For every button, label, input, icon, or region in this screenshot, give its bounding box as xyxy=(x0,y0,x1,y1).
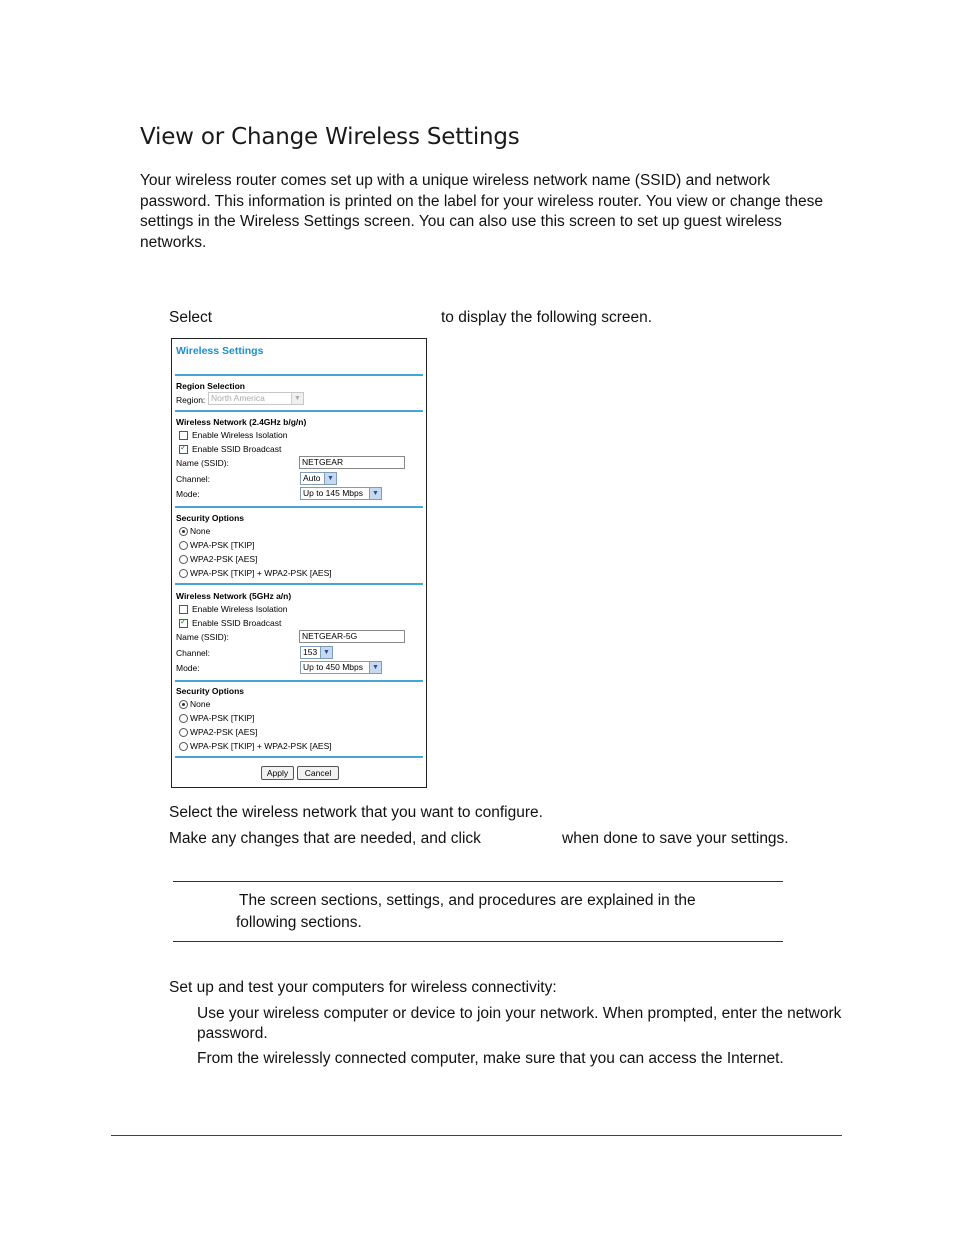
net5-isolation-label: Enable Wireless Isolation xyxy=(192,604,288,614)
region-select[interactable] xyxy=(208,392,304,405)
sec24-radio-wpa-tkip[interactable] xyxy=(179,541,188,550)
sec5-radio-mixed[interactable] xyxy=(179,742,188,751)
sec5-radio-wpa2-aes[interactable] xyxy=(179,728,188,737)
substep1-text: Use your wireless computer or device to join your network. When prompted, enter the network password. xyxy=(197,1005,842,1042)
section-divider xyxy=(175,756,423,758)
net5-channel-value: 153 xyxy=(303,647,318,657)
section-heading: View or Change Wireless Settings xyxy=(140,124,520,150)
net24-channel-select[interactable] xyxy=(300,472,337,485)
net24-ssid-input[interactable]: NETGEAR xyxy=(299,456,405,469)
note-bottom-rule xyxy=(173,941,783,942)
sec24-option-label: WPA-PSK [TKIP] + WPA2-PSK [AES] xyxy=(190,568,332,578)
net5-mode-select[interactable] xyxy=(300,661,382,674)
sec5-radio-none[interactable] xyxy=(179,700,188,709)
sec5-option-label: WPA2-PSK [AES] xyxy=(190,727,258,737)
section-divider xyxy=(175,374,423,376)
step2-text: Select the wireless network that you want to configure. xyxy=(169,804,543,821)
chevron-down-icon: ▼ xyxy=(369,488,381,499)
net24-broadcast-checkbox[interactable] xyxy=(179,445,188,454)
chevron-down-icon: ▼ xyxy=(324,473,336,484)
region-label: Region: xyxy=(176,395,206,405)
net24-channel-label: Channel: xyxy=(176,474,211,484)
note-line2: following sections. xyxy=(236,914,362,931)
net5-broadcast-label: Enable SSID Broadcast xyxy=(192,618,282,628)
net24-mode-value: Up to 145 Mbps xyxy=(303,488,364,498)
step3-after: when done to save your settings. xyxy=(562,830,789,847)
region-section-label: Region Selection xyxy=(176,381,245,391)
chevron-down-icon: ▼ xyxy=(320,647,332,658)
net5-broadcast-checkbox[interactable] xyxy=(179,619,188,628)
step1-after: to display the following screen. xyxy=(441,309,653,326)
section-divider xyxy=(175,680,423,682)
net5-mode-label: Mode: xyxy=(176,663,200,673)
net5-ssid-input[interactable]: NETGEAR-5G xyxy=(299,630,405,643)
net24-isolation-label: Enable Wireless Isolation xyxy=(192,430,288,440)
net24-broadcast-label: Enable SSID Broadcast xyxy=(192,444,282,454)
net5-section-label: Wireless Network (5GHz a/n) xyxy=(176,591,292,601)
net24-mode-select[interactable] xyxy=(300,487,382,500)
sec24-radio-wpa2-aes[interactable] xyxy=(179,555,188,564)
net5-mode-value: Up to 450 Mbps xyxy=(303,662,364,672)
net5-channel-label: Channel: xyxy=(176,648,211,658)
substep2-text: From the wirelessly connected computer, make sure that you can access the Internet. xyxy=(197,1050,784,1067)
section-divider xyxy=(175,583,423,585)
net5-channel-select[interactable] xyxy=(300,646,333,659)
step1-before: Select xyxy=(169,309,213,326)
screen-title: Wireless Settings xyxy=(176,345,264,357)
footer-rule xyxy=(111,1135,842,1136)
net24-section-label: Wireless Network (2.4GHz b/g/n) xyxy=(176,417,307,427)
net24-channel-value: Auto xyxy=(303,473,321,483)
sec5-section-label: Security Options xyxy=(176,686,245,696)
note-top-rule xyxy=(173,881,783,882)
sec24-radio-mixed[interactable] xyxy=(179,569,188,578)
wireless-settings-screen xyxy=(171,338,427,788)
net5-ssid-label: Name (SSID): xyxy=(176,632,229,642)
note-line1: The screen sections, settings, and procedures are explained in the xyxy=(239,892,696,909)
sec5-option-label: WPA-PSK [TKIP] + WPA2-PSK [AES] xyxy=(190,741,332,751)
net24-isolation-checkbox[interactable] xyxy=(179,431,188,440)
intro-paragraph: Your wireless router comes set up with a unique wireless network name (SSID) and network password. This information is printed on the label for your wireless router. You view or change these settings in the Wireless Settings screen. You can also use this screen to set up guest wireless networks. xyxy=(140,172,823,251)
section-divider xyxy=(175,506,423,508)
sec24-radio-none[interactable] xyxy=(179,527,188,536)
sec24-option-label: None xyxy=(190,526,211,536)
sec5-radio-wpa-tkip[interactable] xyxy=(179,714,188,723)
sec24-section-label: Security Options xyxy=(176,513,245,523)
sec5-option-label: WPA-PSK [TKIP] xyxy=(190,713,255,723)
region-value: North America xyxy=(211,393,265,403)
sec24-option-label: WPA2-PSK [AES] xyxy=(190,554,258,564)
net5-isolation-checkbox[interactable] xyxy=(179,605,188,614)
section-divider xyxy=(175,410,423,412)
chevron-down-icon: ▼ xyxy=(291,393,303,404)
step3-before: Make any changes that are needed, and click xyxy=(169,830,481,847)
net24-mode-label: Mode: xyxy=(176,489,200,499)
apply-button[interactable]: Apply xyxy=(261,766,294,780)
sec5-option-label: None xyxy=(190,699,211,709)
chevron-down-icon: ▼ xyxy=(369,662,381,673)
step4-text: Set up and test your computers for wireless connectivity: xyxy=(169,979,557,996)
sec24-option-label: WPA-PSK [TKIP] xyxy=(190,540,255,550)
net24-ssid-label: Name (SSID): xyxy=(176,458,229,468)
cancel-button[interactable]: Cancel xyxy=(297,766,339,780)
